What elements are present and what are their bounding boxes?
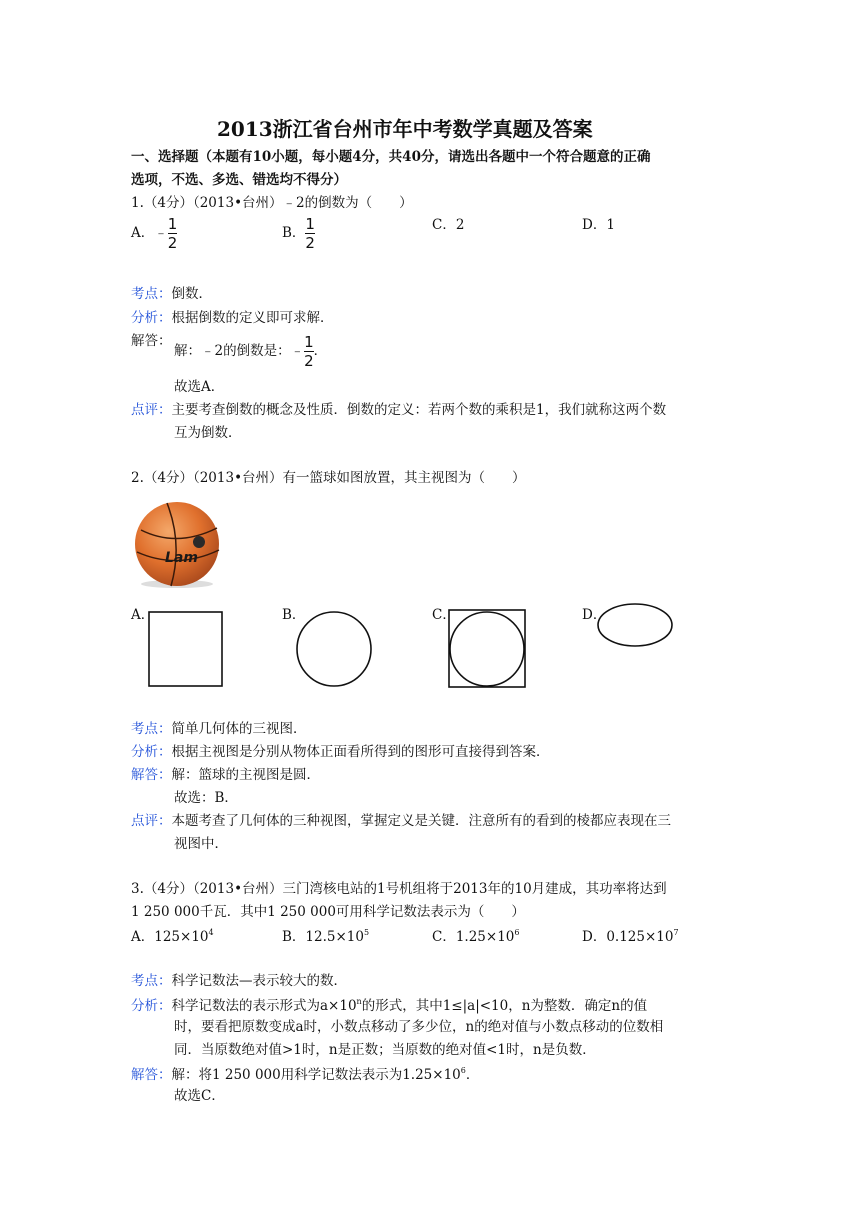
q1-option-c: C．2 (432, 217, 465, 233)
q3-fenxi-line2: 时，要看把原数变成a时，小数点移动了多少位，n的绝对值与小数点移动的位数相 (174, 1019, 664, 1035)
label-jieda: 解答： (131, 767, 172, 783)
label-kaodian: 考点： (131, 286, 172, 302)
q3-kaodian (131, 975, 347, 989)
q3-jieda-pre: 解：将1 250 000用科学记数法表示为1.25×10 (171, 1067, 461, 1083)
q3-fenxi-pre: 科学记数法的表示形式为a×10 (171, 998, 357, 1014)
q1-dianping-line1: 主要考查倒数的概念及性质．倒数的定义：若两个数的乘积是1，我们就称这两个数 (171, 402, 667, 418)
basketball-image (131, 500, 223, 590)
q2-option-d-label: D． (582, 607, 607, 623)
q2-jieda (131, 769, 320, 783)
label-jieda-q1: 解答： (131, 333, 172, 349)
fraction-numerator: 1 (167, 215, 178, 233)
q3-fenxi-post: 的形式，其中1≤|a|<10，n为整数．确定n的值 (361, 998, 648, 1014)
q3-option-c (432, 929, 519, 945)
q3-stem-line1: 3.（4分）（2013•台州）三门湾核电站的1号机组将于2013年的10月建成，其功率将达到 (131, 881, 667, 897)
q3-option-a-base: A．125×10 (131, 929, 209, 945)
q3-fenxi-line3: 同．当原数绝对值>1时，n是正数；当原数的绝对值<1时，n是负数． (174, 1042, 596, 1058)
q1-jieda-end: ． (313, 343, 328, 359)
q3-option-b (282, 929, 369, 945)
q3-option-c-base: C．1.25×10 (432, 929, 515, 945)
q1-jieda-text: 解：﹣2的倒数是：﹣ (174, 343, 305, 359)
q1-option-a-sign: ﹣ (154, 225, 168, 241)
q3-kaodian-text: 科学记数法—表示较大的数． (171, 973, 347, 989)
label-dianping: 点评： (131, 813, 172, 829)
label-fenxi: 分析： (131, 744, 172, 760)
q1-kaodian-text: 倒数． (171, 286, 212, 302)
q2-kaodian (131, 723, 307, 737)
q2-option-c-circle-in-square (446, 608, 530, 690)
q1-option-b (282, 216, 315, 251)
section-header-line1: 一、选择题（本题有10小题，每小题4分，共40分，请选出各题中一个符合题意的正确 (131, 149, 651, 165)
q3-jieda (131, 1067, 479, 1083)
q1-option-d: D．1 (582, 217, 615, 233)
q2-fenxi-text: 根据主视图是分别从物体正面看所得到的图形可直接得到答案． (171, 744, 550, 760)
q2-option-b-circle (296, 607, 376, 691)
q1-option-a (131, 216, 177, 251)
q2-option-a-label: A． (131, 607, 155, 623)
q1-jieda-fraction (304, 334, 314, 369)
fraction-numerator: 1 (304, 333, 314, 351)
q3-option-a (131, 929, 214, 945)
q2-option-c-label: C． (432, 607, 456, 623)
q2-stem: 2.（4分）（2013•台州）有一篮球如图放置，其主视图为（ ） (131, 470, 526, 486)
q2-kaodian-text: 简单几何体的三视图． (171, 721, 307, 737)
q3-option-b-exp: 5 (363, 928, 370, 937)
q1-fenxi (131, 312, 334, 326)
q1-stem: 1.（4分）（2013•台州）﹣2的倒数为（ ） (131, 195, 413, 211)
q3-answer: 故选C． (174, 1088, 225, 1104)
q1-option-b-label: B． (282, 225, 306, 241)
q3-option-c-exp: 6 (514, 928, 520, 937)
label-dianping: 点评： (131, 402, 172, 418)
q3-fenxi (131, 998, 647, 1014)
q2-fenxi (131, 746, 550, 760)
page-title: 2013浙江省台州市年中考数学真题及答案 (217, 117, 593, 141)
q3-jieda-exp: 6 (460, 1066, 466, 1075)
q2-option-d-ellipse (596, 602, 676, 652)
fraction-denominator: 2 (304, 352, 314, 370)
fraction-numerator: 1 (305, 215, 315, 233)
q3-option-d-exp: 7 (673, 928, 679, 937)
q1-dianping (131, 404, 666, 418)
q3-option-a-exp: 4 (208, 928, 214, 937)
label-fenxi: 分析： (131, 310, 172, 326)
label-jieda: 解答： (131, 1067, 172, 1083)
q3-option-d-base: D．0.125×10 (582, 929, 674, 945)
q3-option-b-base: B．12.5×10 (282, 929, 364, 945)
q2-option-a-square (146, 609, 226, 689)
q1-answer: 故选A． (174, 379, 225, 395)
fraction-denominator: 2 (305, 234, 315, 252)
label-kaodian: 考点： (131, 973, 172, 989)
q2-dianping-line1: 本题考查了几何体的三种视图，掌握定义是关键．注意所有的看到的棱都应表现在三 (171, 813, 671, 829)
label-kaodian: 考点： (131, 721, 172, 737)
q2-dianping-line2: 视图中． (174, 836, 228, 852)
basketball-brand-text: Lam (165, 550, 198, 566)
q3-fenxi-exp: n (356, 997, 362, 1006)
q3-stem-line2: 1 250 000千瓦．其中1 250 000可用科学记数法表示为（ ） (131, 904, 525, 920)
q2-jieda-text: 解：篮球的主视图是圆． (171, 767, 320, 783)
label-fenxi: 分析： (131, 998, 172, 1014)
q2-dianping (131, 815, 671, 829)
q2-option-b-label: B． (282, 607, 306, 623)
q3-jieda-post: ． (465, 1067, 480, 1083)
section-header-line2: 选项，不选、多选、错选均不得分） (131, 172, 347, 188)
q1-kaodian (131, 288, 212, 302)
q1-option-a-label: A． (131, 225, 155, 241)
fraction-denominator: 2 (167, 234, 178, 252)
q2-answer: 故选：B． (174, 790, 238, 806)
q3-option-d (582, 929, 679, 945)
q1-jieda (174, 334, 327, 369)
q1-fenxi-text: 根据倒数的定义即可求解． (171, 310, 334, 326)
q1-dianping-line2: 互为倒数． (174, 425, 242, 441)
q1-option-b-fraction (305, 216, 315, 251)
q1-option-a-fraction (168, 216, 178, 251)
